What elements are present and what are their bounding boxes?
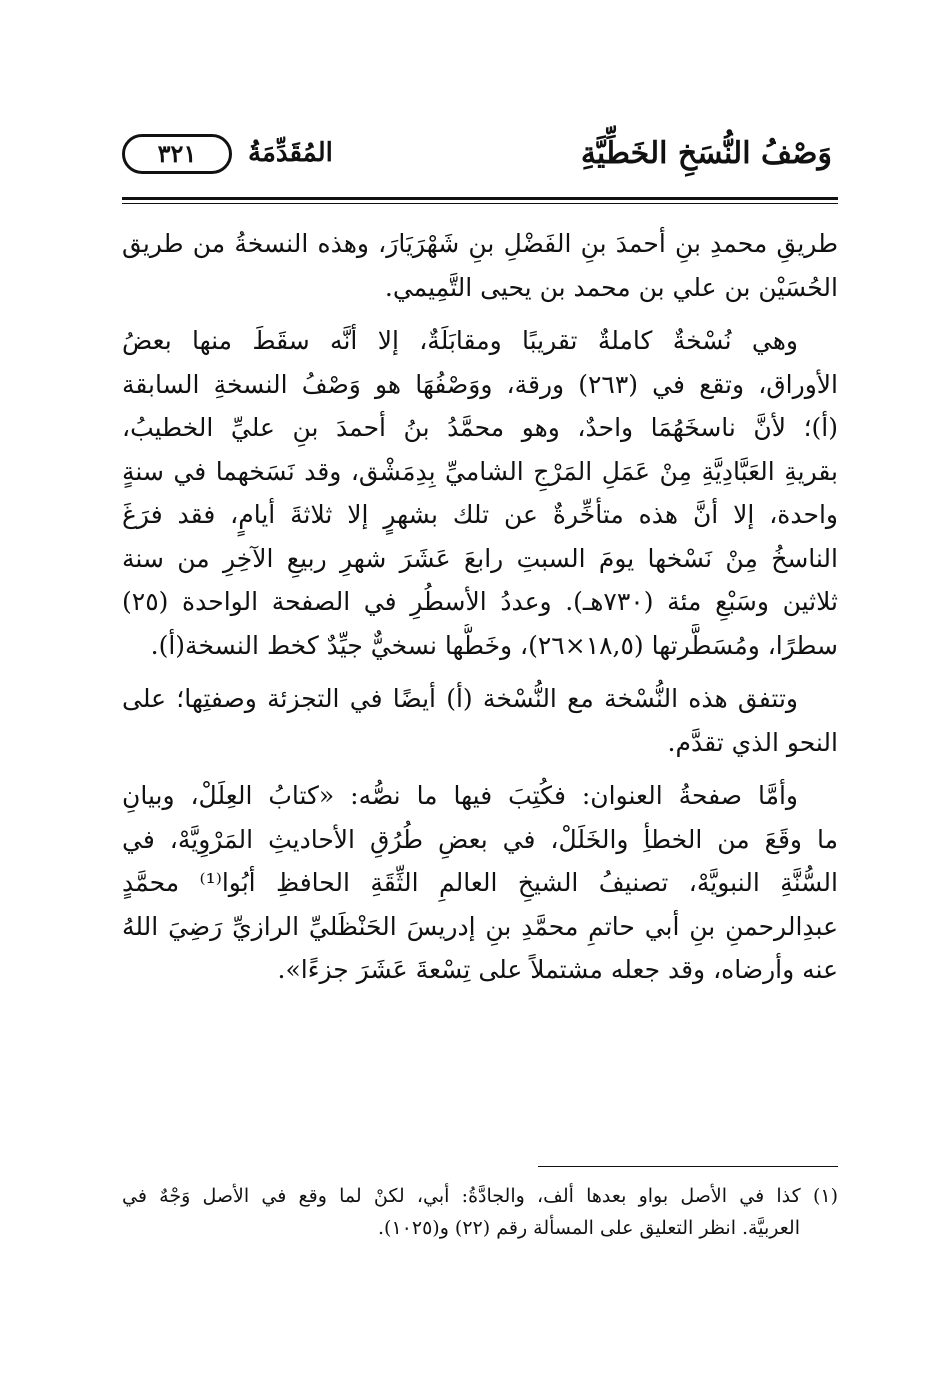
- text-line: عنه وأرضاه، وقد جعله مشتملاً على تِسْعةَ عَشَرَ جزءًا».: [277, 955, 838, 984]
- footnote-line: العربيَّة. انظر التعليق على المسألة رقم (٢٢) و(١٠٢٥).: [378, 1217, 800, 1239]
- text-line: وتتفق هذه النُّسْخة مع النُّسْخة (أ) أيضًا في التجزئة وصفتِها؛ على: [122, 684, 798, 713]
- footnotes: [122, 1180, 838, 1244]
- main-text: [122, 222, 838, 992]
- section-title: المُقَدِّمَةُ: [248, 138, 333, 168]
- header-divider-thin: [122, 203, 838, 204]
- text-line: الحُسَيْن بن علي بن محمد بن يحيى التَّمِيمي.: [384, 272, 838, 302]
- text-line: السُّنَّةِ النبويَّهْ، تصنيفُ الشيخِ العالمِ الثِّقَةِ الحافظِ أبُوا⁽¹⁾ محمَّدٍ: [122, 868, 838, 897]
- text-line: وهي نُسْخةٌ كاملةٌ تقريبًا ومقابَلَةٌ، إلا أنَّه سقَطَ منها بعضُ: [122, 326, 798, 355]
- text-line: ثلاثين وسَبْعِ مئة (٧٣٠هـ). وعددُ الأسطُرِ في الصفحة الواحدة (٢٥): [122, 587, 838, 616]
- footnote-line: (١) كذا في الأصل بواو بعدها ألف، والجادَّةُ: أبي، لكنْ لما وقع في الأصل وَجْهٌ في: [122, 1185, 838, 1207]
- text-line: طريقِ محمدِ بنِ أحمدَ بنِ الفَضْلِ بنِ شَهْرَيَارَ، وهذه النسخةُ من طريق: [122, 229, 838, 258]
- text-line: سطرًا، ومُسَطَّرتها (١٨,٥×٢٦)، وخَطُّها نسخيٌّ جيِّدٌ كخط النسخة(أ).: [150, 630, 838, 660]
- chapter-title: وَصْفُ النُّسَخِ الخَطِّيَّةِ: [580, 136, 832, 171]
- text-line: واحدة، إلا أنَّ هذه متأخِّرةٌ عن تلك بشهرٍ إلا ثلاثةَ أيامٍ، فقد فرَغَ: [122, 500, 838, 529]
- text-line: الأوراق، وتقع في (٢٦٣) ورقة، ووَصْفُهَا هو وَصْفُ النسخةِ السابقة: [122, 369, 838, 399]
- text-line: ما وقَعَ من الخطأِ والخَلَلْ، في بعضِ طُرُقِ الأحاديثِ المَرْوِيَّهْ، في: [122, 824, 838, 854]
- text-line: (أ)؛ لأنَّ ناسخَهُمَا واحدٌ، وهو محمَّدُ بنُ أحمدَ بنِ عليِّ الخطيبُ،: [122, 413, 838, 442]
- page-number: ٣٢١: [122, 134, 232, 174]
- footnote-divider: [538, 1166, 838, 1167]
- header-divider: [122, 197, 838, 200]
- running-header: [120, 128, 840, 188]
- text-line: الناسخُ مِنْ نَسْخها يومَ السبتِ رابعَ عَشَرَ شهرِ ربيعِ الآخِرِ من سنة: [122, 543, 838, 573]
- text-line: عبدِالرحمنِ بنِ أبي حاتمِ محمَّدِ بنِ إدريسَ الحَنْظَليِّ الرازيِّ رَضِيَ اللهُ: [122, 911, 838, 941]
- text-line: بقريةِ العَبَّادِيَّةِ مِنْ عَمَلِ المَرْجِ الشاميِّ بِدِمَشْق، وقد نَسَخهما في سنةٍ: [122, 456, 838, 486]
- text-line: النحو الذي تقدَّم.: [667, 727, 838, 757]
- text-line: وأمَّا صفحةُ العنوان: فكُتِبَ فيها ما نصُّه: «كتابُ العِلَلْ، وبيانِ: [122, 781, 798, 810]
